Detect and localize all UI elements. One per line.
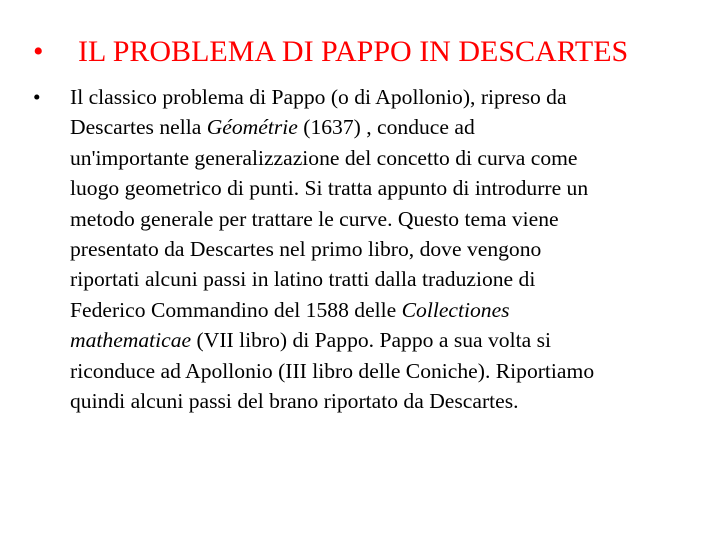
book-title-collectiones: Collectiones xyxy=(401,297,510,322)
body-line: riportati alcuni passi in latino tratti dalla traduzione di xyxy=(70,267,536,292)
body-line: riconduce ad Apollonio (III libro delle Coniche). Riportiamo xyxy=(70,358,595,383)
body-text: (1637) , conduce ad xyxy=(297,115,475,140)
title-bullet: • xyxy=(33,35,44,68)
body-line: Il classico problema di Pappo (o di Apollonio), ripreso da xyxy=(70,85,567,109)
body-line xyxy=(70,295,703,325)
body-line xyxy=(70,112,703,142)
book-title-mathematicae: mathematicae xyxy=(70,328,192,353)
body-line: metodo generale per trattare le curve. Questo tema viene xyxy=(70,206,559,231)
slide-title xyxy=(33,34,703,70)
body-paragraph xyxy=(70,82,703,416)
title-text: IL PROBLEMA DI PAPPO IN DESCARTES xyxy=(78,35,629,68)
body-text: Federico Commandino del 1588 delle xyxy=(70,297,402,322)
body-line: un'importante generalizzazione del concetto di curva come xyxy=(70,145,578,170)
body-line xyxy=(70,325,703,355)
body-bullet-item xyxy=(33,82,703,416)
body-line: presentato da Descartes nel primo libro, dove vengono xyxy=(70,237,542,262)
body-line: quindi alcuni passi del brano riportato da Descartes. xyxy=(70,389,519,414)
body-bullet: • xyxy=(33,85,41,109)
body-text: Descartes nella xyxy=(70,115,207,140)
book-title-geometrie: Géométrie xyxy=(206,115,298,140)
body-line: luogo geometrico di punti. Si tratta appunto di introdurre un xyxy=(70,176,589,201)
body-text: (VII libro) di Pappo. Pappo a sua volta si xyxy=(191,328,551,353)
